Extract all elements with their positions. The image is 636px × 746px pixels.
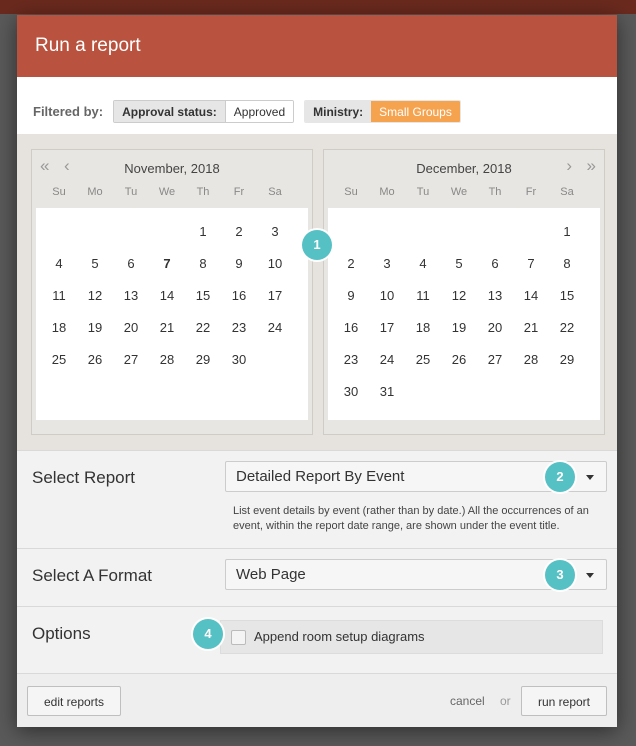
approval-status-key: Approval status: xyxy=(114,101,226,122)
calendar-day[interactable]: 16 xyxy=(343,320,359,335)
calendar-day[interactable]: 23 xyxy=(343,352,359,367)
options-section xyxy=(17,606,617,673)
weekday-label: Su xyxy=(52,186,66,198)
calendar-empty-cell xyxy=(333,218,369,250)
ministry-value: Small Groups xyxy=(371,101,460,122)
chevron-down-icon xyxy=(586,475,594,480)
step-badge-2: 2 xyxy=(545,462,575,492)
calendar-day[interactable]: 8 xyxy=(199,256,207,271)
run-report-modal xyxy=(17,15,617,727)
options-box xyxy=(220,620,603,654)
calendar-november xyxy=(31,149,313,435)
weekday-label: Fr xyxy=(233,186,245,198)
calendar-empty-cell xyxy=(77,218,113,250)
calendar-day[interactable]: 26 xyxy=(87,352,103,367)
calendar-day[interactable]: 8 xyxy=(563,256,571,271)
report-description: List event details by event (rather than by date.) All the occurrences of an event, within the report date range, are shown under the event title. xyxy=(233,505,589,532)
weekday-label: Sa xyxy=(560,186,574,198)
calendar-day[interactable]: 11 xyxy=(52,288,66,303)
calendar-day[interactable]: 2 xyxy=(347,256,355,271)
weekday-label: We xyxy=(450,186,468,198)
calendar-day[interactable]: 18 xyxy=(415,320,431,335)
calendar-day[interactable]: 15 xyxy=(559,288,575,303)
calendar-day[interactable]: 4 xyxy=(419,256,427,271)
calendar-day[interactable]: 20 xyxy=(123,320,139,335)
modal-footer xyxy=(17,673,617,727)
calendar-day[interactable]: 27 xyxy=(487,352,503,367)
append-room-setup-checkbox[interactable] xyxy=(231,630,246,645)
weekday-label: Fr xyxy=(525,186,537,198)
calendar-day[interactable]: 19 xyxy=(451,320,467,335)
background-header xyxy=(0,0,636,14)
calendar-empty-cell xyxy=(149,218,185,250)
calendar-days xyxy=(36,208,308,420)
calendar-day[interactable]: 13 xyxy=(487,288,503,303)
calendar-day[interactable]: 31 xyxy=(379,384,395,399)
approval-status-filter[interactable] xyxy=(113,100,294,123)
ministry-key: Ministry: xyxy=(305,101,371,122)
prev-year-icon[interactable]: « xyxy=(40,156,50,175)
next-month-icon[interactable]: › xyxy=(566,156,572,175)
weekday-label: We xyxy=(158,186,176,198)
weekday-label: Mo xyxy=(87,186,103,198)
next-year-icon[interactable]: » xyxy=(586,156,596,175)
calendar-day[interactable]: 5 xyxy=(91,256,99,271)
calendar-day[interactable]: 10 xyxy=(267,256,283,271)
modal-title: Run a report xyxy=(35,35,141,56)
chevron-down-icon xyxy=(586,573,594,578)
calendar-day[interactable]: 24 xyxy=(267,320,283,335)
weekday-label: Su xyxy=(344,186,358,198)
calendar-december xyxy=(323,149,605,435)
filter-label: Filtered by: xyxy=(33,103,104,119)
calendar-day[interactable]: 7 xyxy=(163,256,171,271)
cancel-link[interactable]: cancel xyxy=(450,694,485,708)
calendar-day[interactable]: 30 xyxy=(343,384,359,399)
calendar-day[interactable]: 25 xyxy=(415,352,431,367)
calendar-days xyxy=(328,208,600,420)
weekday-label: Mo xyxy=(379,186,395,198)
calendar-day[interactable]: 25 xyxy=(51,352,67,367)
calendar-empty-cell xyxy=(41,218,77,250)
calendar-day[interactable]: 10 xyxy=(379,288,395,303)
calendar-day[interactable]: 30 xyxy=(231,352,247,367)
options-label: Options xyxy=(32,624,91,643)
calendar-day[interactable]: 3 xyxy=(271,224,279,239)
step-badge-3: 3 xyxy=(545,560,575,590)
calendar-day[interactable]: 24 xyxy=(379,352,395,367)
prev-month-icon[interactable]: ‹ xyxy=(64,156,70,175)
ministry-filter[interactable] xyxy=(304,100,461,123)
run-report-button[interactable]: run report xyxy=(521,686,607,716)
append-room-setup-label[interactable]: Append room setup diagrams xyxy=(254,629,425,644)
calendar-day[interactable]: 18 xyxy=(51,320,67,335)
calendar-day[interactable]: 9 xyxy=(235,256,243,271)
calendar-day[interactable]: 5 xyxy=(455,256,463,271)
calendar-empty-cell xyxy=(405,218,441,250)
calendar-day[interactable]: 15 xyxy=(195,288,211,303)
select-format-label: Select A Format xyxy=(32,566,152,585)
calendar-empty-cell xyxy=(441,218,477,250)
calendar-day[interactable]: 1 xyxy=(563,224,571,239)
format-select-value: Web Page xyxy=(236,566,306,583)
calendar-day[interactable]: 7 xyxy=(527,256,535,271)
calendar-day[interactable]: 13 xyxy=(123,288,139,303)
calendar-day[interactable]: 14 xyxy=(159,288,175,303)
calendar-day[interactable]: 21 xyxy=(159,320,175,335)
weekday-label: Sa xyxy=(268,186,282,198)
calendar-day[interactable]: 26 xyxy=(451,352,467,367)
calendar-day[interactable]: 19 xyxy=(87,320,103,335)
calendar-day[interactable]: 12 xyxy=(87,288,103,303)
calendar-day[interactable]: 16 xyxy=(231,288,247,303)
calendar-empty-cell xyxy=(477,218,513,250)
weekday-header xyxy=(328,182,600,202)
calendar-day[interactable]: 28 xyxy=(159,352,175,367)
calendar-empty-cell xyxy=(113,218,149,250)
calendar-day[interactable]: 29 xyxy=(195,352,211,367)
date-range-picker xyxy=(17,134,617,450)
select-format-section xyxy=(17,548,617,606)
calendar-day[interactable]: 12 xyxy=(451,288,467,303)
calendar-day[interactable]: 29 xyxy=(559,352,575,367)
calendar-day[interactable]: 9 xyxy=(347,288,355,303)
select-report-section xyxy=(17,450,617,548)
step-badge-4: 4 xyxy=(193,619,223,649)
calendar-month-title: November, 2018 xyxy=(124,160,220,176)
weekday-label: Tu xyxy=(416,186,430,198)
calendar-day[interactable]: 17 xyxy=(267,288,283,303)
modal-header xyxy=(17,15,617,77)
calendar-day[interactable]: 28 xyxy=(523,352,539,367)
edit-reports-button[interactable]: edit reports xyxy=(27,686,121,716)
or-text: or xyxy=(500,694,511,708)
calendar-day[interactable]: 14 xyxy=(523,288,539,303)
calendar-day[interactable]: 17 xyxy=(379,320,395,335)
weekday-label: Th xyxy=(196,186,210,198)
calendar-day[interactable]: 22 xyxy=(195,320,211,335)
calendar-day[interactable]: 22 xyxy=(559,320,575,335)
calendar-day[interactable]: 21 xyxy=(523,320,539,335)
calendar-header xyxy=(36,154,308,182)
calendar-day[interactable]: 3 xyxy=(383,256,391,271)
calendar-day[interactable]: 1 xyxy=(199,224,207,239)
calendar-month-title: December, 2018 xyxy=(416,160,512,176)
step-badge-1: 1 xyxy=(302,230,332,260)
weekday-label: Tu xyxy=(124,186,138,198)
calendar-day[interactable]: 27 xyxy=(123,352,139,367)
select-report-label: Select Report xyxy=(32,468,135,487)
calendar-day[interactable]: 23 xyxy=(231,320,247,335)
calendar-day[interactable]: 4 xyxy=(55,256,63,271)
calendar-day[interactable]: 6 xyxy=(127,256,135,271)
calendar-day[interactable]: 11 xyxy=(416,288,430,303)
calendar-day[interactable]: 2 xyxy=(235,224,243,239)
filter-bar xyxy=(17,77,617,134)
calendar-header xyxy=(328,154,600,182)
weekday-header xyxy=(36,182,308,202)
calendar-day[interactable]: 20 xyxy=(487,320,503,335)
weekday-label: Th xyxy=(488,186,502,198)
calendar-empty-cell xyxy=(513,218,549,250)
calendar-empty-cell xyxy=(369,218,405,250)
calendar-day[interactable]: 6 xyxy=(491,256,499,271)
approval-status-value: Approved xyxy=(226,101,293,122)
report-select-value: Detailed Report By Event xyxy=(236,468,405,485)
